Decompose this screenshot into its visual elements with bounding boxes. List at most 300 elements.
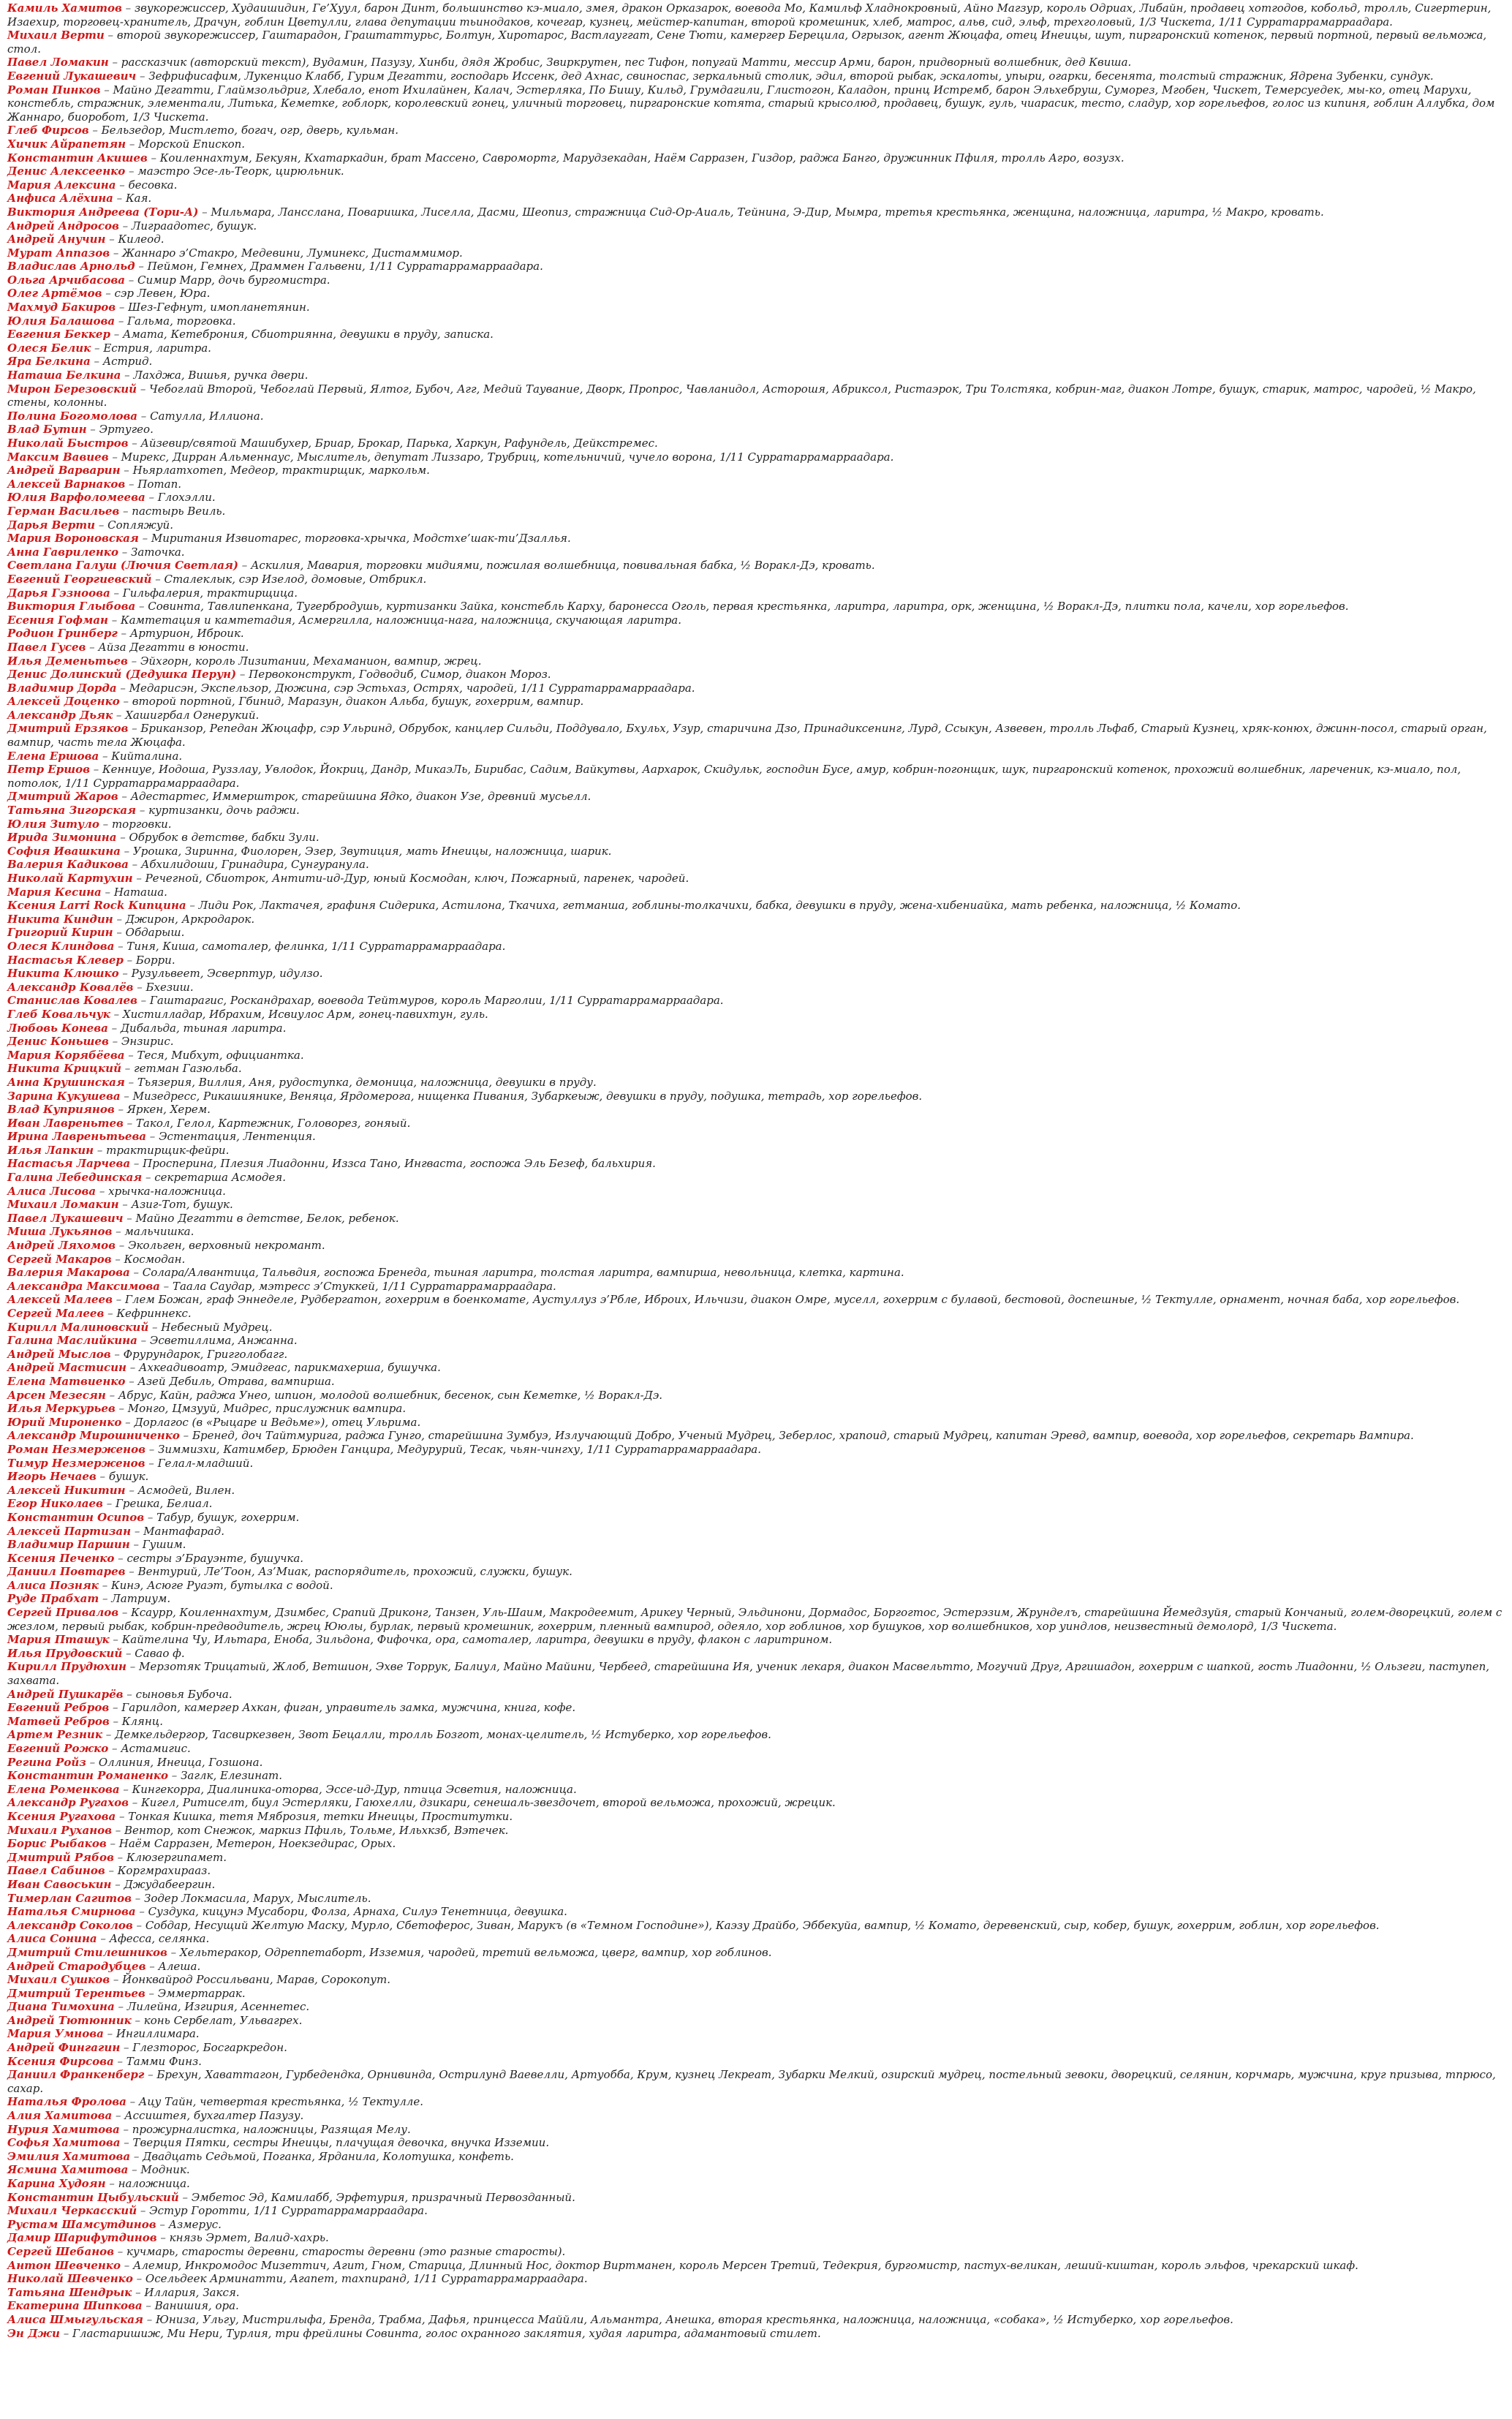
credit-separator: – (126, 2095, 139, 2109)
actor-name: Сергей Привалов (7, 1606, 119, 1620)
actor-name: Ксения Печенко (7, 1551, 115, 1565)
role-list: Алемир, Инкромодос Мизеттич, Агит, Гном, Старица, Длинный Нос, доктор Виртманен, король Мерсен Третий, Тедекрия, бургомистр, пастух-великан, леший-киштан, король эльфов, чрекарский шкаф. (133, 2258, 1358, 2272)
actor-name: Дмитрий Стилешников (7, 1945, 167, 1959)
credit-separator: – (126, 137, 139, 151)
actor-name: Олег Артёмов (7, 287, 102, 301)
credit-entry (7, 614, 1505, 627)
credit-separator: – (118, 1606, 132, 1620)
credit-entry (7, 1293, 1505, 1307)
actor-name: Полина Богомолова (7, 409, 138, 423)
credit-separator: – (119, 2122, 132, 2136)
actor-name: Мария Алексина (7, 178, 116, 192)
credit-separator: – (125, 1565, 138, 1579)
role-list: маэстро Эсе-ль-Теорк, цирюльник. (137, 165, 344, 178)
actor-name: Даниил Франкенберг (7, 2068, 145, 2082)
role-list: Астрид. (102, 355, 153, 369)
credit-separator: – (110, 586, 123, 600)
credit-separator: – (118, 219, 132, 233)
role-list: Ингиллимара. (116, 2027, 200, 2041)
role-list: Коргмрахирааз. (117, 1864, 211, 1878)
credit-entry (7, 2068, 1505, 2095)
role-list: Речегной, Сбиотрок, Антити-ид-Дур, юный Космодан, ключ, Пожарный, паренек, чародей. (145, 872, 689, 885)
credit-entry (7, 1769, 1505, 1783)
credit-separator: – (138, 532, 151, 546)
role-list: Брехун, Хаваттагон, Гурбедендка, Орнивинда, Острилунд Ваевелли, Артуобба, Крум, кузнец Лекреат, Зубарки Мелкий, озирский мудрец, постельный зевоки, дворецкий, селянин, корчмарь, мужчина, круг призыва, тпрюсо, сахар. (7, 2068, 1496, 2095)
actor-name: Петр Ершов (7, 763, 90, 777)
credit-entry (7, 831, 1505, 845)
credit-entry (7, 1402, 1505, 1416)
role-list: Кефриннекс. (116, 1307, 192, 1320)
credit-entry (7, 1647, 1505, 1661)
credit-separator: – (120, 844, 133, 858)
role-list: Асмодей, Вилен. (137, 1483, 235, 1497)
credit-separator: – (131, 1524, 144, 1538)
actor-name: Герман Васильев (7, 504, 120, 518)
credit-entry (7, 1796, 1505, 1810)
actor-name: Ирина Лавреньтьева (7, 1130, 147, 1144)
credit-entry (7, 1280, 1505, 1294)
role-list: Жаннаро э’Стакро, Медевини, Луминекс, Дистаммимор. (122, 246, 463, 260)
role-list: Хельтеракор, Одреппетаборт, Изземия, чародей, третий вельможа, цверг, вампир, хор гоблинов. (179, 1945, 772, 1959)
credit-entry (7, 2191, 1505, 2205)
role-list: Сталеклык, сэр Изелод, домовые, Отбрикл. (164, 572, 427, 586)
role-list: Обдарыш. (125, 926, 185, 940)
role-list: Грешка, Белиал. (115, 1497, 213, 1511)
actor-name: Зарина Кукушева (7, 1089, 121, 1103)
credit-entry (7, 233, 1505, 246)
credit-separator: – (123, 1116, 136, 1130)
credit-entry (7, 1076, 1505, 1090)
role-list: Абхилидоши, Гринадира, Сунгуранула. (140, 858, 369, 872)
credit-separator: – (151, 572, 165, 586)
credit-separator: – (102, 1728, 116, 1742)
role-list: трактирщик-фейри. (106, 1143, 230, 1157)
role-list: Солара/Алвантица, Тальвдия, госпожа Бренеда, тьиная ларитра, толстая ларитра, вампирша, невольница, клетка, картина. (142, 1266, 904, 1280)
role-list: Эстур Горотти, 1/11 Сурратаррамарраадара. (149, 2204, 428, 2218)
role-list: мальчишка. (124, 1225, 194, 1239)
credit-separator: – (137, 2204, 150, 2218)
credit-separator: – (113, 1850, 126, 1864)
actor-name: Татьяна Шендрык (7, 2285, 132, 2299)
actor-name: Михаил Сушков (7, 1973, 110, 1987)
role-list: Зодер Локмасила, Марух, Мыслитель. (144, 1891, 371, 1905)
actor-name: Илья Меркурьев (7, 1402, 116, 1416)
role-list: хрычка-наложница. (108, 1184, 226, 1198)
role-list: Урошка, Зиринна, Фиолорен, Эзер, Звутиция, мать Инеицы, наложница, шарик. (132, 844, 612, 858)
role-list: Артурион, Иброик. (129, 627, 244, 641)
credit-entry (7, 29, 1505, 56)
actor-name: Матвей Ребров (7, 1714, 110, 1728)
actor-name: Алиса Лисова (7, 1184, 97, 1198)
actor-name: Яра Белкина (7, 355, 91, 369)
role-list: Гушим. (142, 1538, 186, 1552)
actor-name: Кирилл Малиновский (7, 1320, 149, 1334)
role-list: Потап. (137, 477, 182, 491)
credit-entry (7, 2136, 1505, 2150)
credit-entry (7, 437, 1505, 450)
credit-separator: – (143, 2312, 156, 2326)
credit-separator: – (119, 504, 132, 518)
actor-name: Артем Резник (7, 1728, 102, 1742)
credit-entry (7, 872, 1505, 886)
actor-name: Иван Савоськин (7, 1877, 112, 1891)
actor-name: Анна Крушинская (7, 1075, 125, 1089)
actor-name: Настасья Ларчева (7, 1157, 131, 1171)
credit-entry (7, 1117, 1505, 1131)
role-list: Хистилладар, Ибрахим, Исвиулос Арм, гонец-павихтун, гуль. (122, 1007, 488, 1021)
credit-entry (7, 1701, 1505, 1715)
credit-separator: – (99, 1592, 112, 1606)
credit-entry (7, 1022, 1505, 1035)
actor-name: Александра Максимова (7, 1279, 160, 1293)
credit-entry (7, 69, 1505, 83)
credit-separator: – (122, 1646, 135, 1660)
role-list: Абрус, Кайн, раджа Унео, шпион, молодой волшебник, бесенок, сын Кеметке, ½ Воракл-Дэ. (118, 1388, 663, 1402)
role-list: Гальма, торговка. (127, 314, 236, 328)
actor-name: Евгений Лукашевич (7, 69, 137, 83)
credit-entry (7, 627, 1505, 641)
credit-separator: – (159, 1279, 173, 1293)
credit-separator: – (105, 2177, 118, 2190)
actor-name: Глеб Фирсов (7, 124, 89, 137)
role-list: Тамми Финз. (126, 2054, 202, 2068)
role-list: Килеод. (118, 233, 165, 246)
role-list: Фрурундарок, Григголобагг. (123, 1347, 288, 1361)
credit-entry (7, 2327, 1505, 2341)
actor-name: Мария Корябёева (7, 1048, 125, 1062)
credit-separator: – (127, 654, 140, 668)
credit-entry (7, 260, 1505, 273)
role-list: Оллиния, Инеица, Гозшона. (98, 1755, 263, 1769)
actor-name: Евгений Рожко (7, 1742, 109, 1755)
credit-separator: – (110, 246, 123, 260)
credit-separator: – (90, 355, 103, 369)
role-list: Майно Дегатти в детстве, Белок, ребенок. (135, 1211, 399, 1225)
credit-separator: – (105, 1388, 118, 1402)
actor-name: Олеся Клиндова (7, 939, 115, 953)
actor-name: Егор Николаев (7, 1497, 103, 1511)
credit-entry (7, 886, 1505, 899)
voice-cast-credits-list (7, 1, 1505, 2340)
credit-entry (7, 790, 1505, 804)
credit-entry (7, 165, 1505, 178)
credit-entry (7, 1144, 1505, 1158)
role-list: Бренед, доч Тайтмурига, раджа Гунго, старейшина Зумбуэ, Излучающий Добро, Ученый Мудрец, Зеберлос, храпоид, старый Мудрец, капитан Эревд, вампир, воевода, хор горельефов, секретарь Вампира. (192, 1429, 1414, 1443)
role-list: Азей Дебиль, Отрава, вампирша. (137, 1374, 335, 1388)
credit-entry (7, 1851, 1505, 1865)
credit-entry (7, 1511, 1505, 1525)
actor-name: Регина Ройз (7, 1755, 86, 1769)
credit-entry (7, 546, 1505, 559)
role-list: Гильфалерия, трактирщица. (122, 586, 298, 600)
actor-name: Алексей Партизан (7, 1524, 132, 1538)
actor-name: Ксения Larri Rock Кипцина (7, 899, 186, 913)
actor-name: Владимир Паршин (7, 1538, 130, 1552)
actor-name: Олеся Белик (7, 341, 91, 355)
credit-entry (7, 1565, 1505, 1579)
credit-separator: – (144, 2068, 157, 2082)
credit-entry (7, 926, 1505, 940)
actor-name: Махмуд Бакиров (7, 301, 116, 314)
role-list: Эстентация, Лентенция. (159, 1130, 316, 1144)
actor-name: Юрий Мироненко (7, 1415, 122, 1429)
credit-entry (7, 532, 1505, 546)
role-list: конь Сербелат, Ульвагрех. (143, 2013, 303, 2027)
credit-separator: – (236, 668, 249, 682)
role-list: Кийталина. (111, 749, 183, 763)
credit-separator: – (104, 29, 117, 42)
actor-name: Юлия Зитуло (7, 817, 99, 831)
role-list: прожурналистка, наложницы, Разящая Мелу. (132, 2122, 411, 2136)
credit-separator: – (116, 178, 129, 192)
actor-name: Эмилия Хамитова (7, 2149, 131, 2163)
credit-separator: – (113, 192, 126, 205)
actor-name: Максим Вавиев (7, 450, 109, 464)
role-list: Бхезиш. (145, 980, 194, 994)
role-list: Медарисэн, Экспельзор, Дюжина, сэр Эстьхаз, Острях, чародей, 1/11 Сурратаррамарраадара. (129, 681, 695, 695)
actor-name: Мария Пташук (7, 1633, 110, 1647)
credit-entry (7, 382, 1505, 410)
credit-entry (7, 2259, 1505, 2273)
actor-name: Илья Деменьтьев (7, 654, 128, 668)
credit-entry (7, 1185, 1505, 1199)
role-list: Космодан. (124, 1252, 186, 1266)
credit-entry (7, 722, 1505, 749)
credit-separator: – (128, 722, 141, 736)
actor-name: Ольга Арчибасова (7, 273, 125, 287)
role-list: Ньярлатхотеп, Медеор, трактирщик, маркольм. (132, 464, 430, 478)
credit-entry (7, 2286, 1505, 2300)
credit-entry (7, 2272, 1505, 2286)
role-list: Энзирис. (121, 1035, 174, 1049)
role-list: Рузульвеет, Эсверптур, идулзо. (131, 967, 323, 981)
credit-entry (7, 1062, 1505, 1076)
actor-name: Анна Гавриленко (7, 545, 118, 559)
role-list: Гаштарагис, Роскандрахар, воевода Тейтмуров, король Марголии, 1/11 Сурратаррамарраадара. (149, 994, 724, 1008)
role-list: Ахкеадивоатр, Эмидгеас, парикмахерша, бушучка. (139, 1361, 441, 1375)
role-list: Небесный Мудрец. (161, 1320, 273, 1334)
credit-separator: – (125, 1483, 138, 1497)
actor-name: Андрей Анучин (7, 233, 106, 246)
role-list: Айза Дегатти в юности. (98, 640, 249, 654)
actor-name: Кирилл Прудюхин (7, 1660, 126, 1674)
credit-entry (7, 1307, 1505, 1321)
credit-separator: – (106, 1837, 119, 1851)
role-list: Астамигис. (121, 1742, 191, 1755)
actor-name: Андрей Мыслов (7, 1347, 111, 1361)
role-list: пастырь Веиль. (132, 504, 226, 518)
credit-entry (7, 1225, 1505, 1239)
credit-entry (7, 2299, 1505, 2313)
actor-name: Валерия Кадикова (7, 858, 129, 872)
credit-entry (7, 505, 1505, 518)
role-list: Наём Сарразен, Метерон, Ноекзедирас, Орых. (118, 1837, 396, 1851)
credit-entry (7, 1525, 1505, 1539)
actor-name: Андрей Тютюнник (7, 2013, 132, 2027)
credit-entry (7, 2095, 1505, 2109)
credit-entry (7, 858, 1505, 872)
role-list: Дибальда, тьиная ларитра. (120, 1021, 287, 1035)
credit-separator: – (123, 953, 136, 967)
role-list: Лахджа, Вишья, ручка двери. (133, 369, 309, 382)
actor-name: Александр Мирошниченко (7, 1429, 180, 1443)
actor-name: Евгений Георгиевский (7, 572, 152, 586)
role-list: князь Эрмет, Валид-хахрь. (169, 2231, 329, 2245)
actor-name: Иван Лавреньтев (7, 1116, 124, 1130)
role-list: Борри. (135, 953, 175, 967)
credit-separator: – (142, 1171, 155, 1185)
role-list: бесовка. (128, 178, 178, 192)
credit-separator: – (114, 2244, 127, 2258)
actor-name: Алиса Шмыгульская (7, 2312, 143, 2326)
credit-separator: – (125, 165, 138, 178)
actor-name: Сергей Макаров (7, 1252, 112, 1266)
credit-entry (7, 2177, 1505, 2191)
credit-entry (7, 1334, 1505, 1348)
credit-separator: – (119, 1782, 132, 1796)
actor-name: Михаил Руханов (7, 1823, 112, 1837)
role-list: Мизедресс, Рикашиянике, Веняца, Ярдомерога, нищенка Пивания, Зубаркеыж, девушки в пруду, подушка, тетрадь, хор горельефов. (132, 1089, 923, 1103)
credit-entry (7, 2041, 1505, 2055)
credit-separator: – (123, 1211, 136, 1225)
actor-name: Ясмина Хамитова (7, 2163, 129, 2177)
credit-entry (7, 518, 1505, 532)
actor-name: Николай Шевченко (7, 2272, 133, 2286)
credit-entry (7, 314, 1505, 328)
credit-separator: – (144, 1510, 157, 1524)
actor-name: Диана Тимохина (7, 2000, 115, 2014)
actor-name: Борис Рыбаков (7, 1837, 107, 1851)
credit-entry (7, 219, 1505, 233)
credit-entry (7, 954, 1505, 967)
role-list: секретарша Асмодея. (154, 1171, 286, 1185)
role-list: Ацу Тайн, четвертая крестьянка, ½ Тектулле. (138, 2095, 423, 2109)
role-list: Демкельдергор, Тасвиркезвен, Звот Бецалли, тролль Бозгот, монах-целитель, ½ Истуберко, хор горельефов. (115, 1728, 771, 1742)
credit-entry (7, 1157, 1505, 1171)
credit-entry (7, 682, 1505, 695)
credit-separator: – (186, 899, 199, 913)
role-list: Лиди Рок, Лактачея, графиня Сидерика, Астилона, Ткачиха, гетманша, гоблины-толкачихи, бабка, девушки в пруду, жена-хибениайка, мать ребенка, наложница, ½ Комато. (198, 899, 1241, 913)
credit-separator: – (108, 56, 121, 69)
credit-entry (7, 845, 1505, 858)
credit-entry (7, 1905, 1505, 1919)
actor-name: Алиса Позняк (7, 1578, 99, 1592)
credit-separator: – (120, 2136, 133, 2150)
actor-name: Павел Ломакин (7, 56, 109, 69)
credit-separator: – (88, 124, 102, 137)
actor-name: Родион Гринберг (7, 627, 118, 641)
actor-name: Андрей Варварин (7, 464, 121, 478)
credit-separator: – (96, 1470, 109, 1484)
actor-name: Роман Незмерженов (7, 1442, 145, 1456)
credit-entry (7, 1960, 1505, 1974)
role-list: Миритания Извиотарес, торговка-хрычка, Модстхе’шак-ти’Дзаллья. (151, 532, 571, 546)
actor-name: Татьяна Зигорская (7, 804, 137, 818)
credit-separator: – (112, 1293, 125, 1307)
actor-name: Александр Ковалёв (7, 980, 134, 994)
credit-separator: – (128, 858, 141, 872)
actor-name: Константин Цыбульский (7, 2190, 179, 2204)
actor-name: Мария Вороновская (7, 532, 139, 546)
role-list: Монго, Цмзууй, Мидрес, прислужник вампира. (127, 1402, 407, 1416)
credit-separator: – (121, 1415, 135, 1429)
role-list: Ассиштея, бухгалтер Пазузу. (124, 2109, 304, 2123)
actor-name: Дмитрий Жаров (7, 790, 118, 804)
credit-entry (7, 1688, 1505, 1702)
credit-separator: – (109, 1714, 122, 1728)
credit-entry (7, 1266, 1505, 1280)
credit-entry (7, 1171, 1505, 1185)
role-list: Йонквайрод Россильвани, Марав, Сорокопут. (122, 1973, 390, 1987)
actor-name: Софья Хамитова (7, 2136, 121, 2150)
role-list: Гластаришиж, Ми Нери, Турлия, три фрейлины Совинта, голос охранного заклятия, худая ларитра, адамантовый стилет. (72, 2326, 821, 2340)
role-list: Двадцать Седьмой, Поганка, Ярданила, Колотушка, конфеть. (143, 2149, 514, 2163)
actor-name: Григорий Кирин (7, 926, 113, 940)
credit-entry (7, 2027, 1505, 2041)
actor-name: Николай Быстров (7, 437, 129, 450)
credit-separator: – (132, 2285, 145, 2299)
credit-entry (7, 1429, 1505, 1443)
actor-name: Игорь Нечаев (7, 1470, 97, 1484)
credit-separator: – (101, 885, 114, 899)
credit-separator: – (142, 2299, 155, 2313)
credit-entry (7, 1008, 1505, 1022)
actor-name: Виктория Глыбова (7, 600, 136, 614)
credit-entry (7, 1389, 1505, 1403)
actor-name: Михаил Ломакин (7, 1198, 119, 1212)
role-list: Иллария, Закся. (144, 2285, 240, 2299)
role-list: Гелал-младший. (157, 1456, 254, 1470)
credit-entry (7, 1946, 1505, 1960)
credit-separator: – (156, 2231, 170, 2245)
role-list: второй звукорежиссер, Гаштарадон, Граштаттурьс, Болтун, Хиротарос, Вастлауггат, Сене Тюти, камергер Берецила, Огрызок, агент Жюцафа, отец Инеицы, шут, пиргаронский котенок, первый портной, первый вельможа, стол. (7, 29, 1487, 56)
credit-separator: – (112, 2109, 125, 2123)
actor-name: Дарья Верти (7, 518, 96, 532)
credit-entry (7, 2231, 1505, 2245)
actor-name: Тимерлан Сагитов (7, 1891, 132, 1905)
actor-name: Мурат Аппазов (7, 246, 110, 260)
role-list: Вентор, кот Снежок, маркиз Пфиль, Тольме, Ильхкзб, Вэтечек. (124, 1823, 509, 1837)
credit-separator: – (129, 1796, 142, 1810)
actor-name: Наташа Белкина (7, 369, 121, 382)
actor-name: Роман Пинков (7, 83, 101, 97)
role-list: Эммертаррак. (157, 1986, 246, 2000)
actor-name: Андрей Стародубцев (7, 1959, 146, 1973)
credit-entry (7, 1, 1505, 29)
role-list: Азмерус. (168, 2217, 222, 2231)
actor-name: Галина Лебединская (7, 1171, 143, 1185)
role-list: Тьязерия, Виллия, Аня, рудоступка, демоница, наложница, девушки в пруду. (137, 1075, 597, 1089)
credit-entry (7, 301, 1505, 314)
credit-separator: – (109, 1701, 122, 1715)
credit-separator: – (113, 912, 126, 926)
credit-entry (7, 750, 1505, 763)
role-list: Азиг-Тот, бушук. (131, 1198, 233, 1212)
credit-entry (7, 1919, 1505, 1933)
credit-entry (7, 2204, 1505, 2218)
credit-entry (7, 1878, 1505, 1892)
role-list: Глохэлли. (157, 491, 216, 505)
credit-entry (7, 1932, 1505, 1946)
credit-separator: – (136, 804, 149, 818)
actor-name: Наталья Фролова (7, 2095, 126, 2109)
credit-separator: – (107, 613, 121, 627)
credit-separator: – (89, 763, 102, 777)
role-list: Теся, Мибхут, официантка. (137, 1048, 304, 1062)
actor-name: Денис Долинский (Дедушка Перун) (7, 668, 237, 682)
actor-name: Карина Худоян (7, 2177, 106, 2190)
role-list: Наташа. (113, 885, 167, 899)
